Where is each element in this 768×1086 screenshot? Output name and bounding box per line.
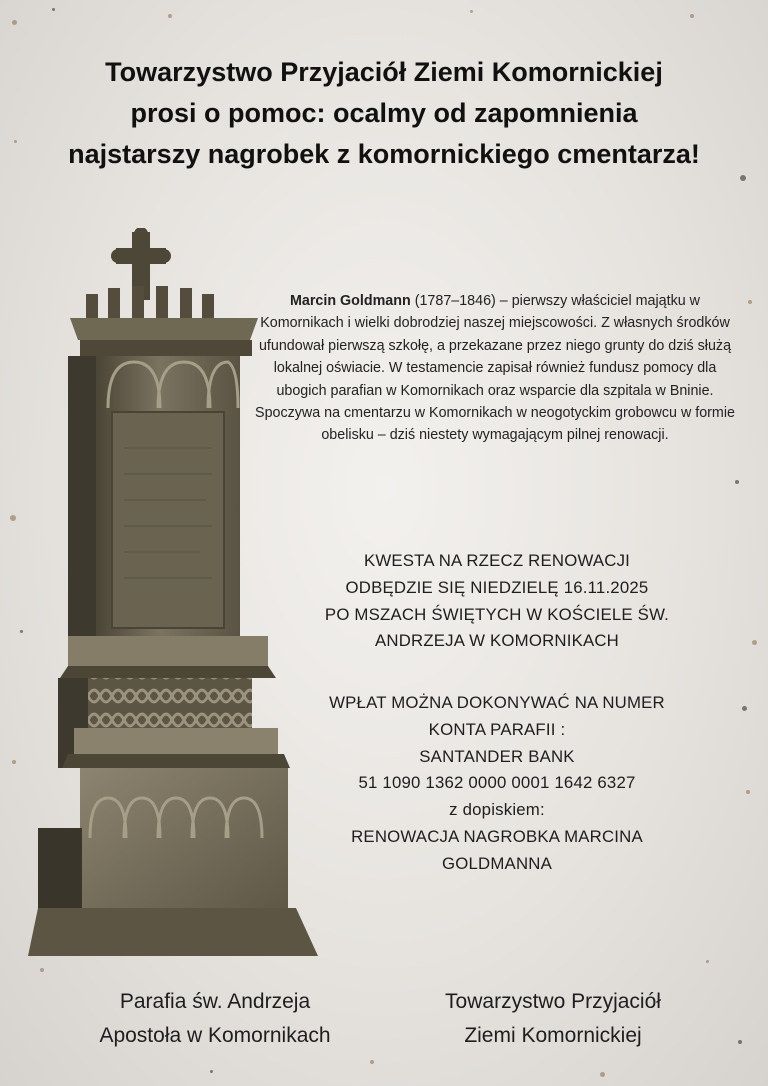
background-speck xyxy=(52,8,55,11)
footer-line: Apostoła w Komornikach xyxy=(99,1024,331,1047)
payment-info xyxy=(288,690,706,878)
background-speck xyxy=(738,1040,742,1044)
title-line: najstarszy nagrobek z komornickiego cmentarza! xyxy=(68,139,700,169)
person-name: Marcin Goldmann xyxy=(289,293,411,309)
background-speck xyxy=(370,1060,374,1064)
background-speck xyxy=(752,640,757,645)
account-number: 51 1090 1362 0000 0001 1642 6327 xyxy=(358,773,636,793)
biography-paragraph: Spoczywa na cmentarzu w Komornikach w neogotyckim grobowcu w formie obelisku – dziś niestety wymagającym pilnej renowacji. xyxy=(255,405,735,444)
payment-line: KONTA PARAFII : xyxy=(428,719,566,739)
biography-text xyxy=(252,290,738,447)
background-speck xyxy=(742,706,747,711)
biography-paragraph: (1787–1846) – pierwszy właściciel majątku w Komornikach i wielki dobrodziej naszej miejscowości. Z własnych środków ufundował pierwszą szkołę, a przekazane przez niego grunty do dziś służą lokalnej oświacie. W testamencie zapisał również fundusz pomocy dla ubogich parafian w Komornikach oraz wsparcie dla szpitala w Bninie. xyxy=(258,293,732,399)
background-speck xyxy=(748,300,752,304)
payment-title: RENOWACJA NAGROBKA MARCINA xyxy=(351,826,643,846)
background-speck xyxy=(12,760,16,764)
background-speck xyxy=(12,20,17,25)
background-speck xyxy=(735,480,739,484)
footer-parish xyxy=(50,985,380,1053)
page-title xyxy=(20,52,748,175)
collection-announcement xyxy=(288,548,706,655)
announcement-line: ODBĘDZIE SIĘ NIEDZIELĘ 16.11.2025 xyxy=(345,577,649,597)
background-speck xyxy=(168,14,172,18)
footer-line: Parafia św. Andrzeja xyxy=(119,990,311,1013)
footer-line: Ziemi Komornickiej xyxy=(464,1024,642,1047)
footer-line: Towarzystwo Przyjaciół xyxy=(445,990,661,1013)
background-speck xyxy=(600,1072,605,1077)
payment-line: z dopiskiem: xyxy=(449,800,545,820)
bank-name: SANTANDER BANK xyxy=(419,746,575,766)
background-speck xyxy=(40,968,44,972)
payment-title: GOLDMANNA xyxy=(442,853,552,873)
announcement-line: PO MSZACH ŚWIĘTYCH W KOŚCIELE ŚW. xyxy=(324,604,670,624)
background-speck xyxy=(14,140,17,143)
payment-line: WPŁAT MOŻNA DOKONYWAĆ NA NUMER xyxy=(329,693,665,712)
title-line: Towarzystwo Przyjaciół Ziemi Komornickiej xyxy=(105,57,663,87)
background-speck xyxy=(210,1070,213,1073)
background-speck xyxy=(20,630,23,633)
background-speck xyxy=(690,14,694,18)
title-line: prosi o pomoc: ocalmy od zapomnienia xyxy=(130,98,638,128)
background-speck xyxy=(746,790,750,794)
announcement-line: ANDRZEJA W KOMORNIKACH xyxy=(374,631,620,651)
background-speck xyxy=(706,960,709,963)
background-speck xyxy=(470,10,473,13)
announcement-line: KWESTA NA RZECZ RENOWACJI xyxy=(363,551,631,570)
background-speck xyxy=(740,175,746,181)
footer-society xyxy=(394,985,712,1053)
background-speck xyxy=(10,515,16,521)
